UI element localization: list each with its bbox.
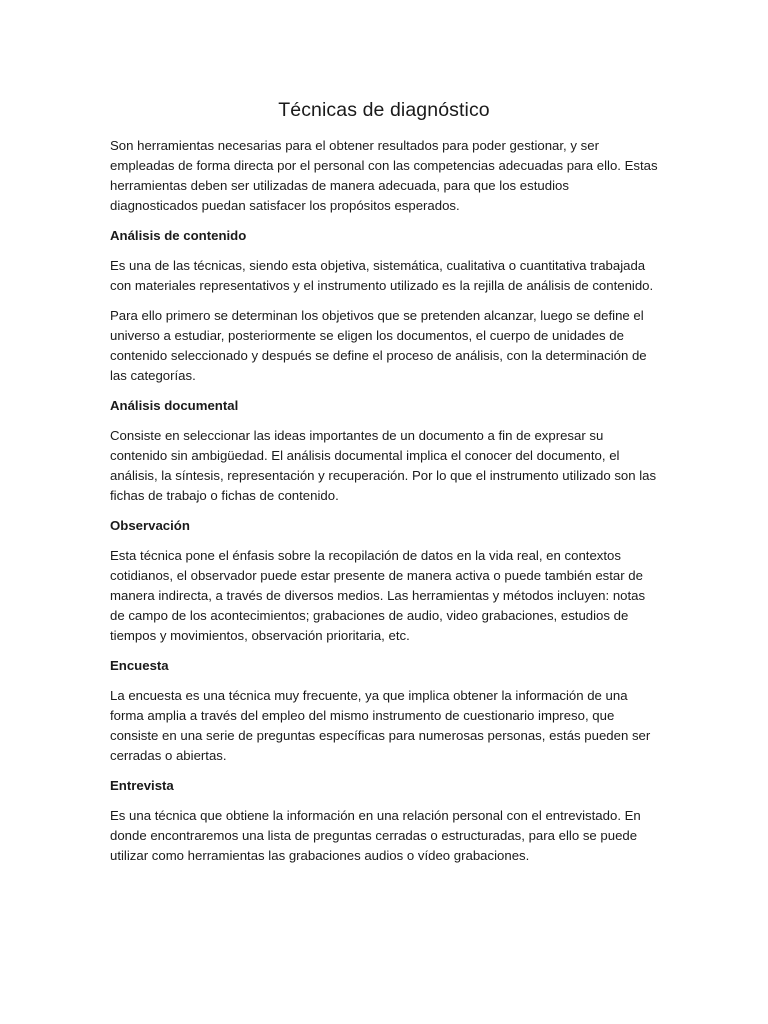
section-heading: Entrevista bbox=[110, 778, 174, 793]
section-heading: Encuesta bbox=[110, 658, 169, 673]
section-entrevista bbox=[110, 776, 658, 866]
section-paragraph: Esta técnica pone el énfasis sobre la recopilación de datos en la vida real, en contextos cotidianos, el observador puede estar presente de manera activa o puede también estar de manera indirecta, a través de diversos medios. Las herramientas y métodos incluyen: notas de campo de los acontecimientos; grabaciones de audio, video grabaciones, estudios de tiempos y movimientos, observación prioritaria, etc. bbox=[110, 548, 646, 643]
section-heading: Observación bbox=[110, 518, 190, 533]
section-paragraph: Para ello primero se determinan los objetivos que se pretenden alcanzar, luego se define el universo a estudiar, posteriormente se eligen los documentos, el cuerpo de unidades de contenido seleccionado y después se define el proceso de análisis, con la determinación de las categorías. bbox=[110, 308, 647, 383]
document-body bbox=[110, 96, 658, 876]
section-encuesta bbox=[110, 656, 658, 766]
section-analisis-contenido bbox=[110, 226, 658, 386]
section-paragraph: Consiste en seleccionar las ideas importantes de un documento a fin de expresar su contenido sin ambigüedad. El análisis documental implica el conocer del documento, el análisis, la síntesis, representación y recuperación. Por lo que el instrumento utilizado son las fichas de trabajo o fichas de contenido. bbox=[110, 428, 657, 503]
intro-paragraph: Son herramientas necesarias para el obtener resultados para poder gestionar, y ser empleadas de forma directa por el personal con las competencias adecuadas para ello. Estas herramientas deben ser utilizadas de manera adecuada, para que los estudios diagnosticados puedan satisfacer los propósitos esperados. bbox=[110, 138, 658, 213]
document-title: Técnicas de diagnóstico bbox=[278, 99, 490, 121]
section-heading: Análisis de contenido bbox=[110, 228, 247, 243]
section-heading: Análisis documental bbox=[110, 398, 239, 413]
section-paragraph: Es una técnica que obtiene la información en una relación personal con el entrevistado. En donde encontraremos una lista de preguntas cerradas o estructuradas, para ello se puede utilizar como herramientas las grabaciones audios o vídeo grabaciones. bbox=[110, 808, 641, 863]
section-paragraph: La encuesta es una técnica muy frecuente, ya que implica obtener la información de una forma amplia a través del empleo del mismo instrumento de cuestionario impreso, que consiste en una serie de preguntas específicas para numerosas personas, estás pueden ser cerradas o abiertas. bbox=[110, 688, 651, 763]
section-analisis-documental bbox=[110, 396, 658, 506]
section-paragraph: Es una de las técnicas, siendo esta objetiva, sistemática, cualitativa o cuantitativa trabajada con materiales representativos y el instrumento utilizado es la rejilla de análisis de contenido. bbox=[110, 258, 654, 293]
section-observacion bbox=[110, 516, 658, 646]
